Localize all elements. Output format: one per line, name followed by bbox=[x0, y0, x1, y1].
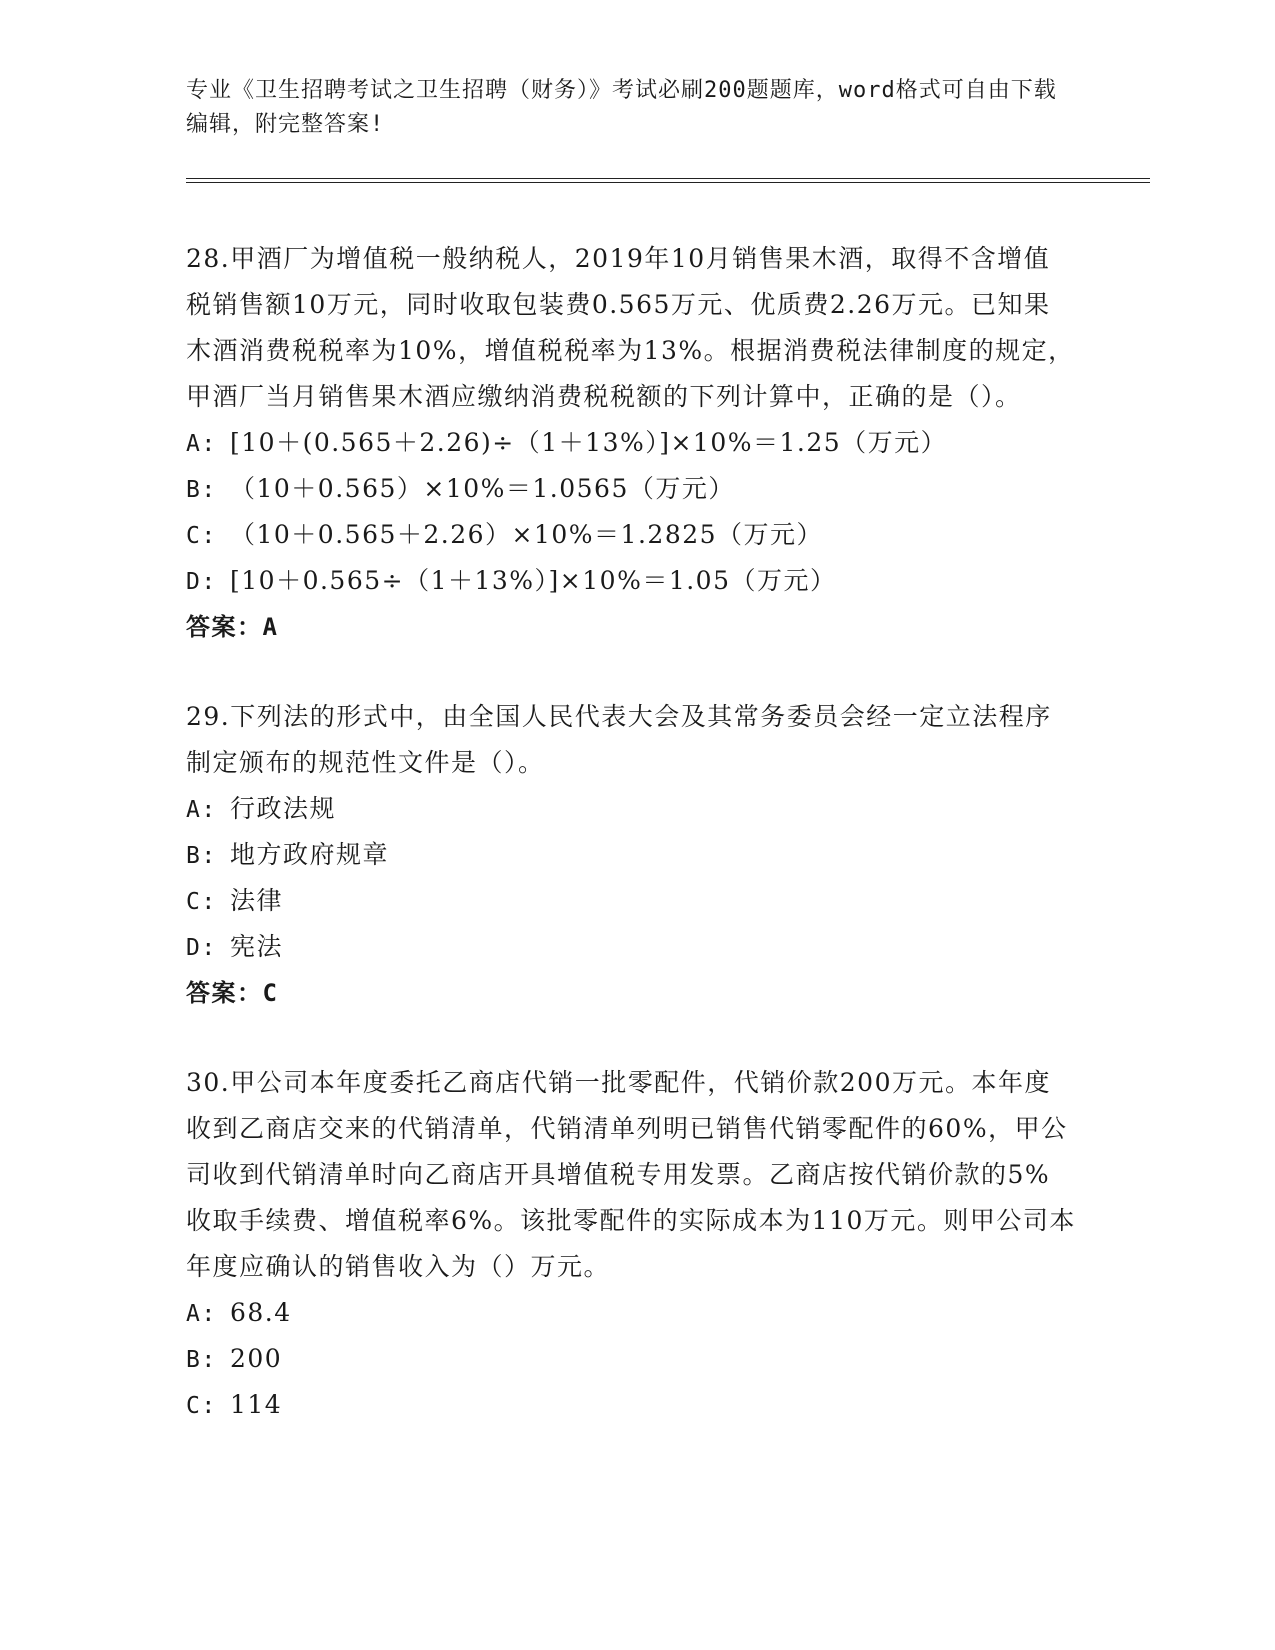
option-a bbox=[186, 1290, 1076, 1336]
option-label: A: bbox=[186, 1301, 217, 1327]
option-text: 地方政府规章 bbox=[230, 840, 390, 869]
answer-line: 答案：A bbox=[186, 613, 279, 641]
option-label: C: bbox=[186, 523, 217, 549]
option-label: D: bbox=[186, 935, 217, 961]
option-c bbox=[186, 878, 1076, 924]
option-a bbox=[186, 420, 1076, 466]
option-label: B: bbox=[186, 843, 217, 869]
option-text: 法律 bbox=[230, 886, 284, 915]
option-text: 行政法规 bbox=[230, 794, 337, 823]
option-text: [10＋0.565÷（1＋13%）]×10%＝1.05（万元） bbox=[230, 566, 837, 595]
answer-line: 答案：C bbox=[186, 979, 279, 1007]
option-label: B: bbox=[186, 1347, 217, 1373]
option-c bbox=[186, 1382, 1076, 1428]
question-28 bbox=[186, 236, 1076, 650]
option-d bbox=[186, 924, 1076, 970]
option-b bbox=[186, 1336, 1076, 1382]
option-label: B: bbox=[186, 477, 217, 503]
question-29 bbox=[186, 694, 1076, 1016]
option-text: 宪法 bbox=[230, 932, 284, 961]
option-label: A: bbox=[186, 431, 217, 457]
option-b bbox=[186, 832, 1076, 878]
option-text: （10＋0.565）×10%＝1.0565（万元） bbox=[230, 474, 735, 503]
header-divider-bottom bbox=[186, 182, 1150, 183]
option-b bbox=[186, 466, 1076, 512]
question-stem: 28.甲酒厂为增值税一般纳税人，2019年10月销售果木酒，取得不含增值税销售额10万元，同时收取包装费0.565万元、优质费2.26万元。已知果木酒消费税税率为10%，增值税税率为13%。根据消费税法律制度的规定，甲酒厂当月销售果木酒应缴纳消费税税额的下列计算中，正确的是（）。 bbox=[186, 244, 1075, 411]
option-text: 200 bbox=[230, 1344, 283, 1373]
option-a bbox=[186, 786, 1076, 832]
option-label: D: bbox=[186, 569, 217, 595]
option-d bbox=[186, 558, 1076, 604]
option-label: C: bbox=[186, 889, 217, 915]
document-header: 专业《卫生招聘考试之卫生招聘（财务）》考试必刷200题题库，word格式可自由下载编辑，附完整答案! bbox=[186, 78, 1057, 137]
question-list bbox=[186, 236, 1076, 1472]
option-text: [10＋(0.565＋2.26)÷（1＋13%）]×10%＝1.25（万元） bbox=[230, 428, 948, 457]
question-30 bbox=[186, 1060, 1076, 1428]
option-text: （10＋0.565＋2.26）×10%＝1.2825（万元） bbox=[230, 520, 824, 549]
option-c bbox=[186, 512, 1076, 558]
option-text: 68.4 bbox=[230, 1298, 292, 1327]
option-label: C: bbox=[186, 1393, 217, 1419]
question-stem: 29.下列法的形式中，由全国人民代表大会及其常务委员会经一定立法程序制定颁布的规范性文件是（）。 bbox=[186, 702, 1052, 777]
question-stem: 30.甲公司本年度委托乙商店代销一批零配件，代销价款200万元。本年度收到乙商店交来的代销清单，代销清单列明已销售代销零配件的60%，甲公司收到代销清单时向乙商店开具增值税专用发票。乙商店按代销价款的5%收取手续费、增值税率6%。该批零配件的实际成本为110万元。则甲公司本年度应确认的销售收入为（）万元。 bbox=[186, 1068, 1076, 1281]
option-label: A: bbox=[186, 797, 217, 823]
header-divider-top bbox=[186, 178, 1150, 179]
option-text: 114 bbox=[230, 1390, 283, 1419]
